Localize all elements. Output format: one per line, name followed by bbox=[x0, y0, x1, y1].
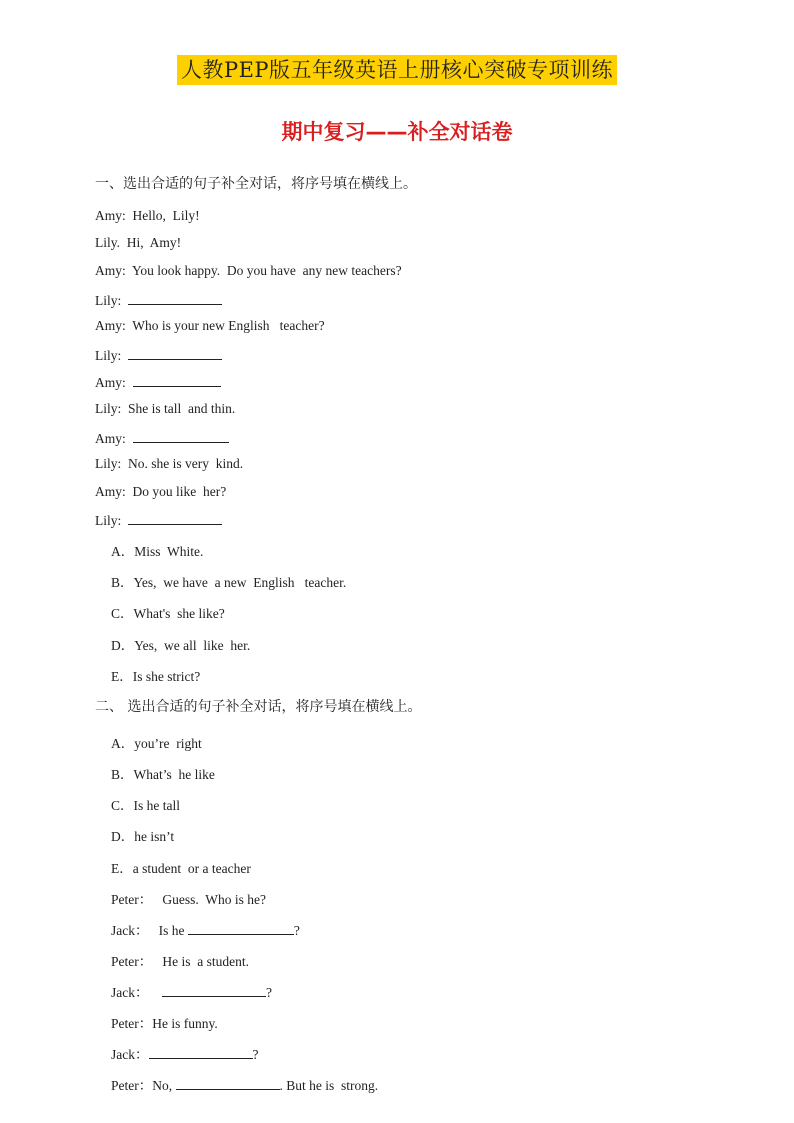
answer-blank[interactable] bbox=[162, 983, 266, 997]
answer-blank[interactable] bbox=[128, 511, 222, 525]
speaker-label: Jack： bbox=[111, 985, 149, 1000]
dialogue-line bbox=[111, 1074, 378, 1094]
worksheet-title bbox=[0, 54, 794, 84]
dialogue-text bbox=[149, 985, 163, 1000]
answer-blank[interactable] bbox=[176, 1076, 280, 1090]
dialogue-line bbox=[95, 373, 221, 391]
dialogue-line bbox=[95, 429, 229, 447]
dialogue-line bbox=[111, 1012, 218, 1032]
dialogue-line bbox=[111, 919, 300, 939]
option-item: D．he isn’t bbox=[111, 829, 175, 844]
dialogue-line bbox=[111, 888, 266, 908]
section2-heading: 二、 选出合适的句子补全对话，将序号填在横线上。 bbox=[95, 699, 422, 715]
answer-blank[interactable] bbox=[128, 346, 222, 360]
dialogue-text: Is he bbox=[148, 923, 188, 938]
dialogue-text: He is a student. bbox=[152, 954, 249, 969]
dialogue-line bbox=[111, 950, 249, 970]
dialogue-line bbox=[95, 318, 325, 334]
dialogue-text: Hi, Amy! bbox=[126, 235, 182, 250]
option-item: E．a student or a teacher bbox=[111, 861, 251, 876]
speaker-label: Peter： bbox=[111, 1016, 153, 1031]
answer-blank[interactable] bbox=[149, 1045, 253, 1059]
dialogue-text: He is funny. bbox=[152, 1016, 218, 1031]
speaker-label: Lily. bbox=[95, 235, 120, 250]
dialogue-line bbox=[111, 1043, 259, 1063]
option-item: D．Yes, we all like her. bbox=[111, 638, 251, 653]
dialogue-text-after: ? bbox=[293, 923, 300, 938]
speaker-label: Amy: bbox=[95, 208, 126, 223]
option-item: C．Is he tall bbox=[111, 798, 180, 813]
speaker-label: Jack： bbox=[111, 923, 149, 938]
dialogue-line bbox=[95, 346, 222, 364]
speaker-label: Amy: bbox=[95, 318, 126, 333]
dialogue-text: No, bbox=[152, 1078, 176, 1093]
speaker-label: Lily: bbox=[95, 456, 122, 471]
dialogue-line bbox=[95, 401, 235, 417]
worksheet-subtitle: 期中复习——补全对话卷 bbox=[281, 120, 513, 144]
speaker-label: Lily: bbox=[95, 401, 122, 416]
dialogue-text: Guess. Who is he? bbox=[152, 892, 266, 907]
speaker-label: Peter： bbox=[111, 892, 153, 907]
dialogue-text: Do you like her? bbox=[132, 484, 227, 499]
answer-blank[interactable] bbox=[128, 291, 222, 305]
dialogue-line bbox=[95, 208, 200, 224]
dialogue-text: No. she is very kind. bbox=[128, 456, 244, 471]
option-item: E．Is she strict? bbox=[111, 669, 201, 684]
speaker-label: Lily: bbox=[95, 348, 122, 363]
speaker-label: Amy: bbox=[95, 484, 126, 499]
dialogue-line bbox=[95, 291, 222, 309]
dialogue-text-after: ? bbox=[266, 985, 272, 1000]
dialogue-line bbox=[95, 263, 402, 279]
dialogue-line bbox=[95, 235, 181, 251]
dialogue-text: Who is your new English teacher? bbox=[132, 318, 325, 333]
answer-blank[interactable] bbox=[133, 373, 221, 387]
speaker-label: Amy: bbox=[95, 375, 126, 390]
dialogue-text: Hello, Lily! bbox=[132, 208, 200, 223]
speaker-label: Jack： bbox=[111, 1047, 149, 1062]
dialogue-line bbox=[95, 511, 222, 529]
speaker-label: Amy: bbox=[95, 431, 126, 446]
option-item: C．What's she like? bbox=[111, 606, 225, 621]
section1-heading: 一、选出合适的句子补全对话，将序号填在横线上。 bbox=[95, 176, 417, 192]
dialogue-text-after: ? bbox=[252, 1047, 259, 1062]
speaker-label: Peter： bbox=[111, 954, 153, 969]
dialogue-line bbox=[111, 981, 272, 1001]
speaker-label: Lily: bbox=[95, 293, 122, 308]
answer-blank[interactable] bbox=[188, 921, 294, 935]
dialogue-text-after: . But he is strong. bbox=[279, 1078, 379, 1093]
option-item: B．Yes, we have a new English teacher. bbox=[111, 575, 347, 590]
dialogue-line bbox=[95, 456, 243, 472]
option-item: A．you’re right bbox=[111, 736, 202, 751]
option-item: B．What’s he like bbox=[111, 767, 215, 782]
answer-blank[interactable] bbox=[133, 429, 229, 443]
speaker-label: Lily: bbox=[95, 513, 122, 528]
option-item: A．Miss White. bbox=[111, 544, 204, 559]
title-text: 人教PEP版五年级英语上册核心突破专项训练 bbox=[177, 55, 617, 85]
speaker-label: Amy: bbox=[95, 263, 126, 278]
speaker-label: Peter： bbox=[111, 1078, 153, 1093]
dialogue-text: She is tall and thin. bbox=[128, 401, 236, 416]
dialogue-line bbox=[95, 484, 226, 500]
dialogue-text: You look happy. Do you have any new teachers? bbox=[132, 263, 402, 278]
